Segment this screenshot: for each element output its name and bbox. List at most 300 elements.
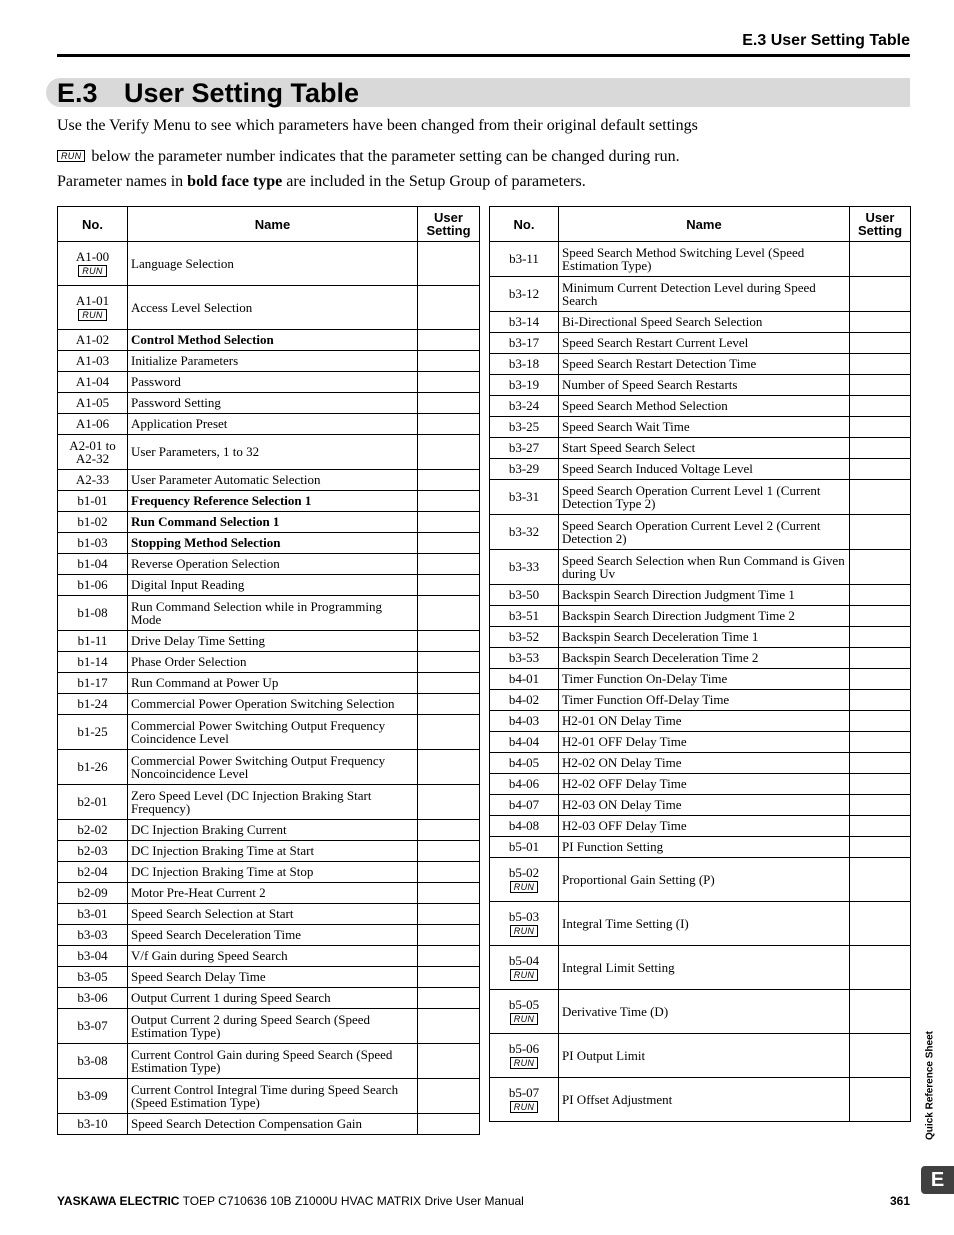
param-number-cell: [490, 585, 559, 606]
param-number: b3-07: [77, 1018, 108, 1034]
table-row: [58, 785, 480, 820]
param-number: b4-03: [508, 713, 540, 729]
param-name: Output Current 1 during Speed Search: [128, 988, 418, 1009]
param-name: Reverse Operation Selection: [128, 554, 418, 575]
user-setting-cell[interactable]: [850, 1078, 911, 1122]
user-setting-cell[interactable]: [418, 904, 480, 925]
table-row: [58, 631, 480, 652]
user-setting-cell[interactable]: [850, 774, 911, 795]
param-number-cell: [58, 925, 128, 946]
user-setting-cell[interactable]: [418, 533, 480, 554]
param-number-cell: [490, 690, 559, 711]
param-number-cell: [58, 820, 128, 841]
user-setting-cell[interactable]: [850, 459, 911, 480]
param-number-cell: [490, 1078, 559, 1122]
param-number: b2-04: [77, 864, 108, 880]
table-row: [490, 902, 911, 946]
param-number: b1-01: [77, 493, 108, 509]
param-number: b3-18: [508, 356, 540, 372]
user-setting-cell[interactable]: [418, 435, 480, 470]
table-row: [58, 330, 480, 351]
user-setting-cell[interactable]: [418, 925, 480, 946]
param-name: Speed Search Wait Time: [559, 417, 850, 438]
table-row: [490, 1034, 911, 1078]
table-row: [490, 550, 911, 585]
user-setting-cell[interactable]: [418, 1079, 480, 1114]
param-name: V/f Gain during Speed Search: [128, 946, 418, 967]
param-number: b3-50: [508, 587, 540, 603]
param-name: Speed Search Restart Current Level: [559, 333, 850, 354]
param-number: b1-14: [77, 654, 108, 670]
user-setting-cell[interactable]: [850, 585, 911, 606]
user-setting-cell[interactable]: [418, 1114, 480, 1135]
parameter-table-left: [57, 206, 480, 1135]
param-number: A1-01: [75, 292, 110, 308]
param-number-cell: [490, 606, 559, 627]
user-setting-cell[interactable]: [850, 753, 911, 774]
table-row: [58, 925, 480, 946]
side-tab-label-text: Quick Reference Sheet: [924, 1031, 936, 1140]
user-setting-cell[interactable]: [418, 841, 480, 862]
user-setting-cell[interactable]: [418, 862, 480, 883]
param-number-cell: [490, 902, 559, 946]
param-name: Integral Time Setting (I): [559, 902, 850, 946]
param-number-cell: [490, 277, 559, 312]
table-row: [490, 711, 911, 732]
user-setting-cell[interactable]: [418, 372, 480, 393]
param-number-cell: [58, 1044, 128, 1079]
param-number-cell: [490, 312, 559, 333]
param-number: A2-33: [75, 472, 110, 488]
param-name: Speed Search Method Switching Level (Speed Estimation Type): [559, 242, 850, 277]
footer: [57, 1193, 910, 1209]
param-number-cell: [58, 1079, 128, 1114]
param-number-cell: [58, 673, 128, 694]
table-header-row: [58, 207, 480, 242]
table-row: [58, 1009, 480, 1044]
user-setting-cell[interactable]: [418, 820, 480, 841]
param-number: b3-24: [508, 398, 540, 414]
intro-line-2: [57, 147, 680, 167]
param-name: Output Current 2 during Speed Search (Speed Estimation Type): [128, 1009, 418, 1044]
param-number: A1-00: [75, 248, 110, 264]
param-name: User Parameters, 1 to 32: [128, 435, 418, 470]
user-setting-cell[interactable]: [850, 627, 911, 648]
param-number-cell: [490, 459, 559, 480]
page-title: [57, 77, 359, 109]
param-number-cell: [58, 242, 128, 286]
param-name: Backspin Search Direction Judgment Time 2: [559, 606, 850, 627]
col-header-user-setting: User Setting: [850, 207, 911, 242]
user-setting-cell[interactable]: [850, 1034, 911, 1078]
param-number: b3-08: [77, 1053, 108, 1069]
param-name: Phase Order Selection: [128, 652, 418, 673]
table-row: [58, 1044, 480, 1079]
table-row: [490, 648, 911, 669]
param-number-cell: [58, 491, 128, 512]
param-number: b1-11: [77, 633, 108, 649]
run-badge: RUN: [510, 1057, 538, 1069]
param-name: Digital Input Reading: [128, 575, 418, 596]
chapter-tab-e: E: [921, 1166, 954, 1194]
param-name: DC Injection Braking Time at Stop: [128, 862, 418, 883]
param-name: Initialize Parameters: [128, 351, 418, 372]
param-number-cell: [490, 816, 559, 837]
table-row: [490, 480, 911, 515]
param-number: b5-01: [508, 839, 540, 855]
param-name: Commercial Power Switching Output Frequency Noncoincidence Level: [128, 750, 418, 785]
param-number-cell: [58, 596, 128, 631]
param-number: b3-17: [508, 335, 540, 351]
user-setting-cell[interactable]: [418, 673, 480, 694]
param-number: b3-14: [508, 314, 540, 330]
table-row: [58, 750, 480, 785]
param-name: Minimum Current Detection Level during Speed Search: [559, 277, 850, 312]
param-name: Frequency Reference Selection 1: [128, 491, 418, 512]
param-name: Password Setting: [128, 393, 418, 414]
table-row: [490, 753, 911, 774]
param-name: H2-03 ON Delay Time: [559, 795, 850, 816]
table-row: [58, 470, 480, 491]
table-row: [58, 351, 480, 372]
param-name: DC Injection Braking Current: [128, 820, 418, 841]
user-setting-cell[interactable]: [850, 242, 911, 277]
param-number: b4-01: [508, 671, 540, 687]
user-setting-cell[interactable]: [418, 631, 480, 652]
param-name: H2-01 ON Delay Time: [559, 711, 850, 732]
col-header-name: Name: [559, 207, 850, 242]
table-row: [490, 375, 911, 396]
param-name: H2-01 OFF Delay Time: [559, 732, 850, 753]
param-name: Speed Search Induced Voltage Level: [559, 459, 850, 480]
running-header: E.3 User Setting Table: [742, 32, 910, 49]
param-name: Access Level Selection: [128, 286, 418, 330]
param-name: Bi-Directional Speed Search Selection: [559, 312, 850, 333]
param-name: PI Function Setting: [559, 837, 850, 858]
param-number: b5-04: [508, 952, 540, 968]
param-number: b3-27: [508, 440, 540, 456]
param-number: A1-02: [75, 332, 110, 348]
param-name: Speed Search Operation Current Level 2 (Current Detection 2): [559, 515, 850, 550]
param-name: DC Injection Braking Time at Start: [128, 841, 418, 862]
run-badge: RUN: [57, 150, 85, 162]
param-number-cell: [490, 774, 559, 795]
param-number: b3-05: [77, 969, 108, 985]
param-name: PI Offset Adjustment: [559, 1078, 850, 1122]
user-setting-cell[interactable]: [418, 1044, 480, 1079]
user-setting-cell[interactable]: [850, 946, 911, 990]
param-number: b2-02: [77, 822, 108, 838]
param-number: A2-01 to A2-32: [69, 437, 116, 466]
user-setting-cell[interactable]: [850, 375, 911, 396]
param-number: b3-11: [509, 251, 539, 267]
param-number-cell: [490, 627, 559, 648]
user-setting-cell[interactable]: [418, 414, 480, 435]
param-number-cell: [58, 631, 128, 652]
user-setting-cell[interactable]: [418, 750, 480, 785]
param-number: b5-06: [508, 1040, 540, 1056]
table-row: [490, 669, 911, 690]
table-row: [58, 491, 480, 512]
param-number: b1-06: [77, 577, 108, 593]
param-name: H2-03 OFF Delay Time: [559, 816, 850, 837]
param-number: b1-04: [77, 556, 108, 572]
table-row: [58, 715, 480, 750]
param-number: b2-09: [77, 885, 108, 901]
user-setting-cell[interactable]: [850, 515, 911, 550]
param-number: b3-25: [508, 419, 540, 435]
param-number-cell: [490, 648, 559, 669]
user-setting-cell[interactable]: [850, 669, 911, 690]
user-setting-cell[interactable]: [418, 596, 480, 631]
param-number-cell: [490, 837, 559, 858]
table-row: [490, 990, 911, 1034]
user-setting-cell[interactable]: [850, 902, 911, 946]
intro-line-3-pre: Parameter names in: [57, 173, 188, 190]
param-name: Commercial Power Switching Output Frequency Coincidence Level: [128, 715, 418, 750]
param-name: Integral Limit Setting: [559, 946, 850, 990]
param-number: b3-53: [508, 650, 540, 666]
table-row: [58, 1079, 480, 1114]
param-number: b4-08: [508, 818, 540, 834]
table-row: [58, 435, 480, 470]
user-setting-cell[interactable]: [418, 575, 480, 596]
param-number-cell: [58, 750, 128, 785]
user-setting-cell[interactable]: [850, 795, 911, 816]
table-row: [58, 862, 480, 883]
user-setting-cell[interactable]: [850, 550, 911, 585]
user-setting-cell[interactable]: [418, 1009, 480, 1044]
user-setting-cell[interactable]: [850, 711, 911, 732]
user-setting-cell[interactable]: [418, 694, 480, 715]
col-header-no: No.: [490, 207, 559, 242]
param-number-cell: [490, 515, 559, 550]
user-setting-cell[interactable]: [418, 967, 480, 988]
param-number: b3-10: [77, 1116, 108, 1132]
user-setting-cell[interactable]: [418, 946, 480, 967]
param-number: b4-05: [508, 755, 540, 771]
param-number-cell: [58, 988, 128, 1009]
param-name: Motor Pre-Heat Current 2: [128, 883, 418, 904]
user-setting-cell[interactable]: [850, 690, 911, 711]
param-number: b5-03: [508, 908, 540, 924]
table-row: [490, 585, 911, 606]
user-setting-cell[interactable]: [850, 396, 911, 417]
page-number: 361: [889, 1194, 910, 1208]
user-setting-cell[interactable]: [418, 652, 480, 673]
param-name: Backspin Search Deceleration Time 1: [559, 627, 850, 648]
param-number-cell: [490, 480, 559, 515]
header-rule: [57, 54, 910, 57]
user-setting-cell[interactable]: [850, 837, 911, 858]
param-name: Commercial Power Operation Switching Selection: [128, 694, 418, 715]
user-setting-cell[interactable]: [850, 858, 911, 902]
param-number-cell: [490, 375, 559, 396]
user-setting-cell[interactable]: [418, 242, 480, 286]
table-row: [58, 673, 480, 694]
param-name: H2-02 OFF Delay Time: [559, 774, 850, 795]
param-number-cell: [490, 732, 559, 753]
param-number: b1-08: [77, 605, 108, 621]
table-row: [490, 242, 911, 277]
intro-line-2-text: below the parameter number indicates that the parameter setting can be changed during run.: [91, 148, 680, 165]
param-number-cell: [58, 330, 128, 351]
param-number: b5-02: [508, 864, 540, 880]
table-row: [490, 732, 911, 753]
table-row: [490, 1078, 911, 1122]
param-name: Current Control Gain during Speed Search (Speed Estimation Type): [128, 1044, 418, 1079]
col-header-name: Name: [128, 207, 418, 242]
user-setting-cell[interactable]: [418, 554, 480, 575]
user-setting-cell[interactable]: [850, 438, 911, 459]
table-row: [490, 774, 911, 795]
intro-line-3-bold: bold face type: [187, 173, 283, 190]
user-setting-cell[interactable]: [418, 351, 480, 372]
param-name: Speed Search Selection at Start: [128, 904, 418, 925]
table-row: [490, 515, 911, 550]
table-row: [58, 841, 480, 862]
param-number: b3-32: [508, 524, 540, 540]
run-badge: RUN: [78, 265, 106, 277]
param-number: b3-31: [508, 489, 540, 505]
param-number-cell: [490, 354, 559, 375]
param-name: Number of Speed Search Restarts: [559, 375, 850, 396]
param-number-cell: [490, 711, 559, 732]
param-name: Speed Search Selection when Run Command is Given during Uv: [559, 550, 850, 585]
param-number-cell: [490, 946, 559, 990]
param-name: Derivative Time (D): [559, 990, 850, 1034]
table-row: [490, 438, 911, 459]
table-row: [490, 795, 911, 816]
param-name: H2-02 ON Delay Time: [559, 753, 850, 774]
table-row: [58, 883, 480, 904]
param-number: b3-06: [77, 990, 108, 1006]
user-setting-cell[interactable]: [850, 277, 911, 312]
param-number: b1-03: [77, 535, 108, 551]
param-number: b4-07: [508, 797, 540, 813]
param-number: b1-24: [77, 696, 108, 712]
param-number-cell: [58, 883, 128, 904]
col-header-user-setting: User Setting: [418, 207, 480, 242]
user-setting-cell[interactable]: [418, 330, 480, 351]
table-header-row: [490, 207, 911, 242]
table-row: [58, 372, 480, 393]
table-row: [58, 652, 480, 673]
user-setting-cell[interactable]: [850, 354, 911, 375]
user-setting-cell[interactable]: [850, 606, 911, 627]
param-number: b3-12: [508, 286, 540, 302]
param-number-cell: [490, 242, 559, 277]
user-setting-cell[interactable]: [850, 816, 911, 837]
table-row: [490, 858, 911, 902]
param-number-cell: [490, 858, 559, 902]
param-number: b3-19: [508, 377, 540, 393]
param-name: Language Selection: [128, 242, 418, 286]
param-number: A1-04: [75, 374, 110, 390]
param-number: A1-03: [75, 353, 110, 369]
param-number-cell: [490, 333, 559, 354]
user-setting-cell[interactable]: [850, 648, 911, 669]
param-name: Current Control Integral Time during Speed Search (Speed Estimation Type): [128, 1079, 418, 1114]
table-row: [490, 627, 911, 648]
user-setting-cell[interactable]: [418, 785, 480, 820]
section-number: E.3: [57, 78, 98, 108]
param-number: b2-03: [77, 843, 108, 859]
param-name: Start Speed Search Select: [559, 438, 850, 459]
param-number-cell: [58, 512, 128, 533]
param-number: b3-04: [77, 948, 108, 964]
param-number-cell: [58, 946, 128, 967]
run-badge: RUN: [510, 969, 538, 981]
user-setting-cell[interactable]: [418, 393, 480, 414]
user-setting-cell[interactable]: [418, 988, 480, 1009]
table-row: [490, 417, 911, 438]
param-number-cell: [58, 1114, 128, 1135]
param-number-cell: [58, 904, 128, 925]
param-number: b4-04: [508, 734, 540, 750]
table-row: [58, 533, 480, 554]
param-name: Proportional Gain Setting (P): [559, 858, 850, 902]
param-name: Speed Search Operation Current Level 1 (Current Detection Type 2): [559, 480, 850, 515]
param-name: Speed Search Restart Detection Time: [559, 354, 850, 375]
param-number: b3-33: [508, 559, 540, 575]
table-row: [490, 312, 911, 333]
param-number: b3-03: [77, 927, 108, 943]
table-row: [58, 694, 480, 715]
table-row: [58, 554, 480, 575]
user-setting-cell[interactable]: [850, 732, 911, 753]
param-name: Timer Function Off-Delay Time: [559, 690, 850, 711]
user-setting-cell[interactable]: [850, 417, 911, 438]
param-number: b4-06: [508, 776, 540, 792]
user-setting-cell[interactable]: [418, 883, 480, 904]
param-name: Password: [128, 372, 418, 393]
user-setting-cell[interactable]: [418, 286, 480, 330]
user-setting-cell[interactable]: [850, 990, 911, 1034]
param-number-cell: [490, 438, 559, 459]
table-row: [58, 512, 480, 533]
table-row: [58, 575, 480, 596]
param-name: Run Command at Power Up: [128, 673, 418, 694]
user-setting-cell[interactable]: [418, 715, 480, 750]
intro-line-3-post: are included in the Setup Group of parameters.: [282, 173, 586, 190]
user-setting-cell[interactable]: [418, 512, 480, 533]
intro-line-3: [57, 172, 586, 192]
param-number-cell: [490, 990, 559, 1034]
table-row: [490, 333, 911, 354]
param-number-cell: [58, 554, 128, 575]
run-badge: RUN: [510, 1013, 538, 1025]
param-name: Application Preset: [128, 414, 418, 435]
param-number-cell: [58, 967, 128, 988]
user-setting-cell[interactable]: [850, 312, 911, 333]
footer-doc: TOEP C710636 10B Z1000U HVAC MATRIX Drive User Manual: [179, 1194, 524, 1208]
table-row: [58, 286, 480, 330]
param-number: b3-01: [77, 906, 108, 922]
param-number: b1-02: [77, 514, 108, 530]
param-number-cell: [58, 841, 128, 862]
footer-brand: YASKAWA ELECTRIC: [57, 1194, 180, 1208]
table-row: [490, 459, 911, 480]
param-number-cell: [58, 862, 128, 883]
run-badge: RUN: [78, 309, 106, 321]
user-setting-cell[interactable]: [418, 491, 480, 512]
param-name: Drive Delay Time Setting: [128, 631, 418, 652]
user-setting-cell[interactable]: [850, 333, 911, 354]
table-row: [58, 967, 480, 988]
user-setting-cell[interactable]: [850, 480, 911, 515]
user-setting-cell[interactable]: [418, 470, 480, 491]
